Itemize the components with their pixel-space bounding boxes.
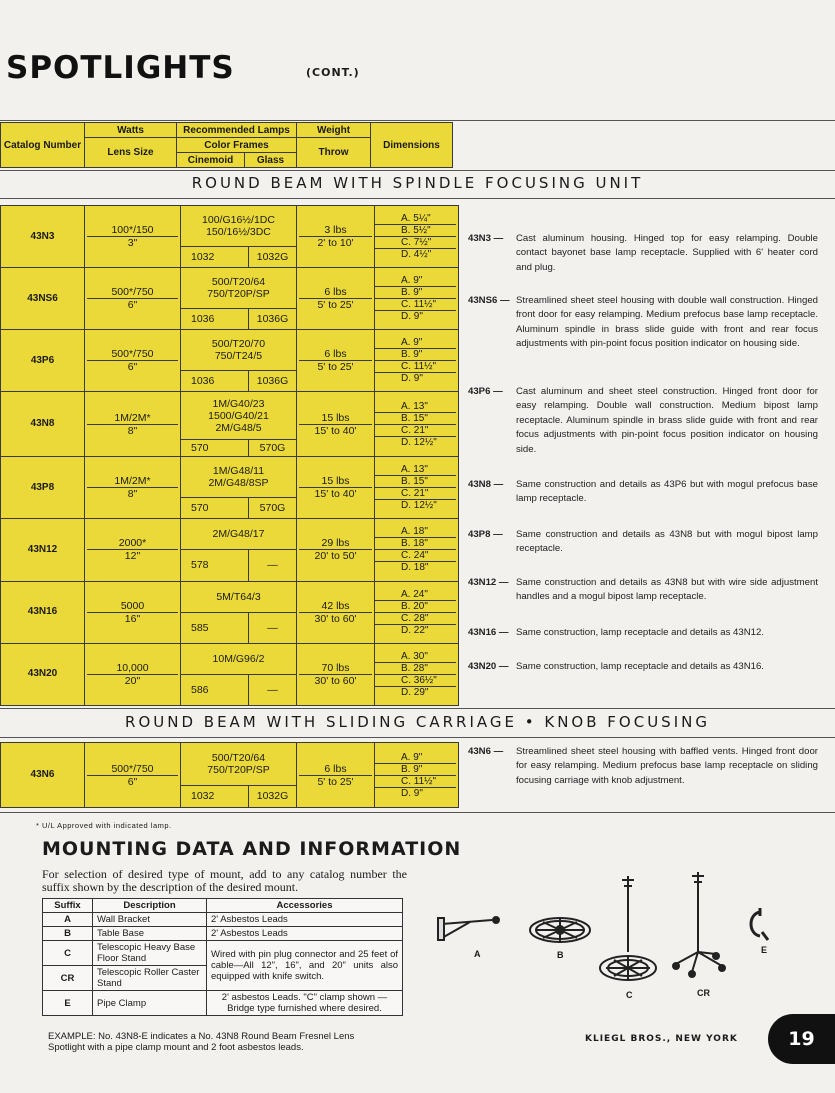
table-row <box>1 643 459 674</box>
header-dimensions: Dimensions <box>371 123 453 168</box>
lens-size: 20" <box>87 674 178 687</box>
lens-size: 6" <box>87 775 178 788</box>
table-row <box>1 457 459 498</box>
glass-frame: 1036G <box>249 371 297 392</box>
suffix-b: B <box>43 927 93 941</box>
table-row <box>1 392 459 440</box>
throw: 30' to 60' <box>299 674 372 687</box>
watts-lens <box>85 392 181 457</box>
desc-c: Telescopic Heavy Base Floor Stand <box>93 941 207 966</box>
dimension-line: C. 24" <box>375 549 456 561</box>
weight-throw <box>297 392 375 457</box>
description-code: 43N8 — <box>468 479 504 490</box>
description-block <box>468 626 818 640</box>
throw: 5' to 25' <box>299 298 372 311</box>
dimension-line: A. 9" <box>401 275 423 287</box>
description-code: 43N12 — <box>468 577 509 588</box>
description-text: Streamlined sheet steel housing with double wall construction. Hinged front door for easy relamping. Medium prefocus base lamp receptacle. Aluminum spindle in brass slide guide with front and rear focus adjustments with pin-point focus position indicator on housing side. <box>516 295 818 350</box>
table-row <box>1 268 459 309</box>
weight: 15 lbs <box>321 475 350 488</box>
dimension-line: A. 30" <box>401 650 428 662</box>
roller-stand-icon <box>673 872 725 977</box>
catalog-number: 43N12 <box>1 519 85 581</box>
recommended-lamps <box>181 643 297 674</box>
dimension-line: B. 28" <box>375 662 456 674</box>
watts: 1M/2M* <box>114 475 151 488</box>
catalog-number: 43P6 <box>1 330 85 392</box>
catalog-number: 43N6 <box>1 743 85 808</box>
catalog-number: 43N20 <box>1 643 85 705</box>
watts: 500*/750 <box>111 762 154 775</box>
lamp-line: 10M/G96/2 <box>212 652 265 665</box>
dimension-line: A. 5¼" <box>401 213 431 225</box>
acc-a: 2' Asbestos Leads <box>207 913 403 927</box>
dimension-line: B. 9" <box>375 286 456 298</box>
table-row <box>1 206 459 247</box>
weight: 6 lbs <box>324 762 347 775</box>
dimension-line: D. 9" <box>375 787 456 799</box>
header-glass: Glass <box>245 153 297 168</box>
description-code: 43P6 — <box>468 386 503 397</box>
suffix-c: C <box>43 941 93 966</box>
watts-lens <box>85 206 181 268</box>
lamp-line: 750/T24/5 <box>214 350 263 363</box>
weight-throw <box>297 643 375 705</box>
watts: 500*/750 <box>111 286 154 299</box>
dimensions <box>375 519 459 581</box>
watts-lens <box>85 519 181 581</box>
dimension-line: B. 15" <box>375 412 456 424</box>
description-text: Same construction and details as 43N8 but with wire side adjustment handles and a mogul bipost lamp receptacle. <box>516 577 818 603</box>
throw: 30' to 60' <box>299 612 372 625</box>
cinemoid-frame: 586 <box>181 674 249 705</box>
lamp-line: 1M/G48/11 <box>212 465 265 478</box>
description-code: 43N16 — <box>468 627 509 638</box>
dimension-line: D. 12½" <box>375 436 456 448</box>
dimension-line: D. 9" <box>375 372 456 384</box>
dimension-line: D. 22" <box>375 624 456 636</box>
watts-lens <box>85 330 181 392</box>
dimension-line: C. 11½" <box>375 360 456 372</box>
mounting-table <box>42 898 403 1016</box>
weight-throw <box>297 581 375 643</box>
lamp-line: 500/T20/64 <box>211 276 266 289</box>
watts: 2000* <box>118 537 147 550</box>
header-color-frames: Color Frames <box>177 138 297 153</box>
description-block <box>468 232 818 275</box>
description-text: Cast aluminum housing. Hinged top for easy relamping. Double contact bayonet base lamp receptacle. Supplied with 6' heater cord and plug. <box>516 233 818 273</box>
throw: 20' to 50' <box>299 549 372 562</box>
pipe-clamp-icon <box>751 908 768 940</box>
table-base-icon <box>530 918 590 942</box>
weight: 6 lbs <box>324 348 347 361</box>
table-row <box>43 991 403 1016</box>
desc-b: Table Base <box>93 927 207 941</box>
description-text: Same construction and details as 43P6 but with mogul prefocus base lamp receptacle. <box>516 479 818 505</box>
mount-label-c: C <box>626 990 633 1000</box>
page-number: 19 <box>768 1014 835 1064</box>
description-code: 43N6 — <box>468 746 504 757</box>
dimension-line: D. 4½" <box>375 248 456 260</box>
dimensions <box>375 392 459 457</box>
table-row <box>1 519 459 550</box>
wired-note: Wired with pin plug connector and 25 feet of cable—All 12", 16", and 20" units also equipped with knife switch. <box>207 941 403 991</box>
spec-table-header <box>0 122 453 168</box>
lens-size: 6" <box>87 360 178 373</box>
mounting-intro: For selection of desired type of mount, add to any catalog number the suffix shown by the description of the desired mount. <box>42 867 407 894</box>
dimension-line: A. 9" <box>401 337 423 349</box>
desc-a: Wall Bracket <box>93 913 207 927</box>
recommended-lamps <box>181 268 297 309</box>
lens-size: 3" <box>87 236 178 249</box>
table-row <box>1 330 459 371</box>
weight-throw <box>297 457 375 519</box>
catalog-number: 43P8 <box>1 457 85 519</box>
weight: 70 lbs <box>321 661 350 674</box>
mount-label-b: B <box>557 950 564 960</box>
weight: 15 lbs <box>321 411 350 424</box>
description-block <box>468 745 818 788</box>
watts-lens <box>85 743 181 808</box>
watts: 500*/750 <box>111 348 154 361</box>
weight-throw <box>297 743 375 808</box>
dimensions <box>375 581 459 643</box>
cinemoid-frame: 585 <box>181 612 249 643</box>
watts-lens <box>85 643 181 705</box>
dimensions <box>375 206 459 268</box>
table-row <box>43 913 403 927</box>
lens-size: 6" <box>87 298 178 311</box>
description-text: Cast aluminum and sheet steel construction. Hinged front door for easy relamping. Double wall construction. Medium bipost lamp receptacle. Aluminum spindle in brass slide guide with front and rear focus adjustments with pin-point focus position indicator on housing side. <box>516 386 818 455</box>
dimension-line: D. 9" <box>375 310 456 322</box>
lamp-line: 750/T20P/SP <box>207 763 270 776</box>
throw: 5' to 25' <box>299 360 372 373</box>
lamp-line: 2M/G48/17 <box>212 528 265 541</box>
dimension-line: D. 29" <box>375 686 456 698</box>
dimension-line: C. 7½" <box>375 236 456 248</box>
cinemoid-frame: 1032 <box>181 246 249 267</box>
lens-size: 8" <box>87 424 178 437</box>
glass-frame: 1036G <box>249 309 297 330</box>
dimension-line: C. 21" <box>375 487 456 499</box>
mounting-col-description: Description <box>93 899 207 913</box>
cinemoid-frame: 1036 <box>181 371 249 392</box>
recommended-lamps <box>181 519 297 550</box>
acc-b: 2' Asbestos Leads <box>207 927 403 941</box>
watts-lens <box>85 268 181 330</box>
dimension-line: B. 9" <box>375 763 456 775</box>
dimension-line: C. 21" <box>375 424 456 436</box>
lamp-line: 150/16½/3DC <box>206 225 271 238</box>
description-block <box>468 528 818 557</box>
mount-label-cr: CR <box>697 988 710 998</box>
description-code: 43N3 — <box>468 233 504 244</box>
weight: 6 lbs <box>324 286 347 299</box>
weight: 29 lbs <box>321 537 350 550</box>
recommended-lamps <box>181 743 297 786</box>
description-block <box>468 385 818 457</box>
lamp-line: 500/T20/70 <box>211 338 266 351</box>
table-row <box>1 743 459 786</box>
dimension-line: C. 11½" <box>375 775 456 787</box>
dimension-line: D. 12½" <box>375 499 456 511</box>
weight-throw <box>297 330 375 392</box>
mounting-col-suffix: Suffix <box>43 899 93 913</box>
table-row <box>43 941 403 966</box>
mount-illustrations <box>430 868 775 993</box>
weight: 42 lbs <box>321 599 350 612</box>
lamp-line: 2M/G48/5 <box>215 421 262 434</box>
header-lens-size: Lens Size <box>85 138 177 168</box>
description-text: Same construction and details as 43N8 but with mogul bipost lamp receptacle. <box>516 529 818 555</box>
spec-table <box>0 205 459 706</box>
weight-throw <box>297 268 375 330</box>
description-block <box>468 294 818 352</box>
header-recommended-lamps: Recommended Lamps <box>177 123 297 138</box>
mounting-col-accessories: Accessories <box>207 899 403 913</box>
watts-lens <box>85 457 181 519</box>
dimension-line: C. 28" <box>375 612 456 624</box>
watts: 5000 <box>120 599 145 612</box>
description-code: 43NS6 — <box>468 295 510 306</box>
throw: 5' to 25' <box>299 775 372 788</box>
watts-lens <box>85 581 181 643</box>
throw: 15' to 40' <box>299 424 372 437</box>
section-title-carriage: ROUND BEAM WITH SLIDING CARRIAGE • KNOB FOCUSING <box>125 713 710 731</box>
lamp-line: 750/T20P/SP <box>207 288 270 301</box>
lens-size: 12" <box>87 549 178 562</box>
description-text: Same construction, lamp receptacle and details as 43N12. <box>516 627 764 638</box>
mount-label-e: E <box>761 945 768 955</box>
header-weight: Weight <box>297 123 371 138</box>
cinemoid-frame: 570 <box>181 440 249 457</box>
recommended-lamps <box>181 330 297 371</box>
section-title-spindle: ROUND BEAM WITH SPINDLE FOCUSING UNIT <box>191 174 644 192</box>
glass-frame: — <box>249 550 297 581</box>
dimension-line: A. 18" <box>401 526 428 538</box>
glass-frame: 570G <box>249 498 297 519</box>
dimension-line: B. 5½" <box>375 224 456 236</box>
mount-label-a: A <box>474 949 481 959</box>
suffix-a: A <box>43 913 93 927</box>
dimensions <box>375 643 459 705</box>
glass-frame: 1032G <box>249 785 297 807</box>
dimension-line: A. 9" <box>401 751 423 763</box>
recommended-lamps <box>181 457 297 498</box>
cinemoid-frame: 578 <box>181 550 249 581</box>
page-title: SPOTLIGHTS <box>6 50 235 86</box>
dimension-line: B. 9" <box>375 348 456 360</box>
description-block <box>468 660 818 674</box>
description-block <box>468 576 818 605</box>
acc-e: 2' asbestos Leads. "C" clamp shown — Bridge type furnished where desired. <box>207 991 403 1016</box>
watts: 100*/150 <box>111 224 154 237</box>
mounting-title: MOUNTING DATA AND INFORMATION <box>42 838 462 860</box>
lamp-line: 100/G16½/1DC <box>202 213 275 226</box>
lamp-line: 1500/G40/21 <box>208 409 269 422</box>
watts: 10,000 <box>116 661 149 674</box>
dimension-line: A. 24" <box>401 588 428 600</box>
suffix-e: E <box>43 991 93 1016</box>
header-watts: Watts <box>85 123 177 138</box>
header-catalog-number: Catalog Number <box>1 123 85 168</box>
dimension-line: A. 13" <box>401 464 428 476</box>
table-row <box>43 927 403 941</box>
lamp-line: 2M/G48/8SP <box>208 477 269 490</box>
description-text: Streamlined sheet steel housing with baffled vents. Hinged front door for easy relamping. Medium prefocus base lamp receptacle on sliding focusing carriage with knob adjustment. <box>516 746 818 786</box>
desc-e: Pipe Clamp <box>93 991 207 1016</box>
weight-throw <box>297 206 375 268</box>
glass-frame: — <box>249 674 297 705</box>
dimensions <box>375 457 459 519</box>
glass-frame: — <box>249 612 297 643</box>
dimension-line: B. 15" <box>375 475 456 487</box>
spec-table-carriage <box>0 742 459 808</box>
wall-bracket-icon <box>438 917 499 940</box>
header-throw: Throw <box>297 138 371 168</box>
watts: 1M/2M* <box>114 411 151 424</box>
dimension-line: B. 20" <box>375 600 456 612</box>
dimension-line: A. 13" <box>401 400 428 412</box>
recommended-lamps <box>181 581 297 612</box>
glass-frame: 570G <box>249 440 297 457</box>
dimension-line: C. 36½" <box>375 674 456 686</box>
dimension-line: D. 18" <box>375 561 456 573</box>
dimension-line: B. 18" <box>375 537 456 549</box>
dimensions <box>375 743 459 808</box>
weight: 3 lbs <box>324 224 347 237</box>
suffix-cr: CR <box>43 966 93 991</box>
catalog-number: 43N3 <box>1 206 85 268</box>
recommended-lamps <box>181 206 297 247</box>
floor-stand-icon <box>600 876 656 980</box>
description-block <box>468 478 818 507</box>
description-code: 43P8 — <box>468 529 503 540</box>
header-cinemoid: Cinemoid <box>177 153 245 168</box>
lamp-line: 1M/G40/23 <box>212 397 265 410</box>
lens-size: 8" <box>87 487 178 500</box>
cinemoid-frame: 1036 <box>181 309 249 330</box>
catalog-number: 43N16 <box>1 581 85 643</box>
cinemoid-frame: 1032 <box>181 785 249 807</box>
dimensions <box>375 330 459 392</box>
mounting-example: EXAMPLE: No. 43N8-E indicates a No. 43N8 Round Beam Fresnel Lens Spotlight with a pipe clamp mount and 2 foot asbestos leads. <box>48 1031 355 1053</box>
table-row <box>1 581 459 612</box>
recommended-lamps <box>181 392 297 440</box>
weight-throw <box>297 519 375 581</box>
glass-frame: 1032G <box>249 246 297 267</box>
description-code: 43N20 — <box>468 661 509 672</box>
lens-size: 16" <box>87 612 178 625</box>
catalog-number: 43N8 <box>1 392 85 457</box>
lamp-line: 5M/T64/3 <box>216 590 261 603</box>
dimension-line: C. 11½" <box>375 298 456 310</box>
desc-cr: Telescopic Roller Caster Stand <box>93 966 207 991</box>
lamp-line: 500/T20/64 <box>211 751 266 764</box>
catalog-number: 43NS6 <box>1 268 85 330</box>
cinemoid-frame: 570 <box>181 498 249 519</box>
dimensions <box>375 268 459 330</box>
page-subtitle: (CONT.) <box>306 66 360 79</box>
footnote: * U/L Approved with indicated lamp. <box>36 821 172 830</box>
description-text: Same construction, lamp receptacle and details as 43N16. <box>516 661 764 672</box>
throw: 2' to 10' <box>299 236 372 249</box>
footer-company: KLIEGL BROS., NEW YORK <box>585 1034 738 1044</box>
throw: 15' to 40' <box>299 487 372 500</box>
